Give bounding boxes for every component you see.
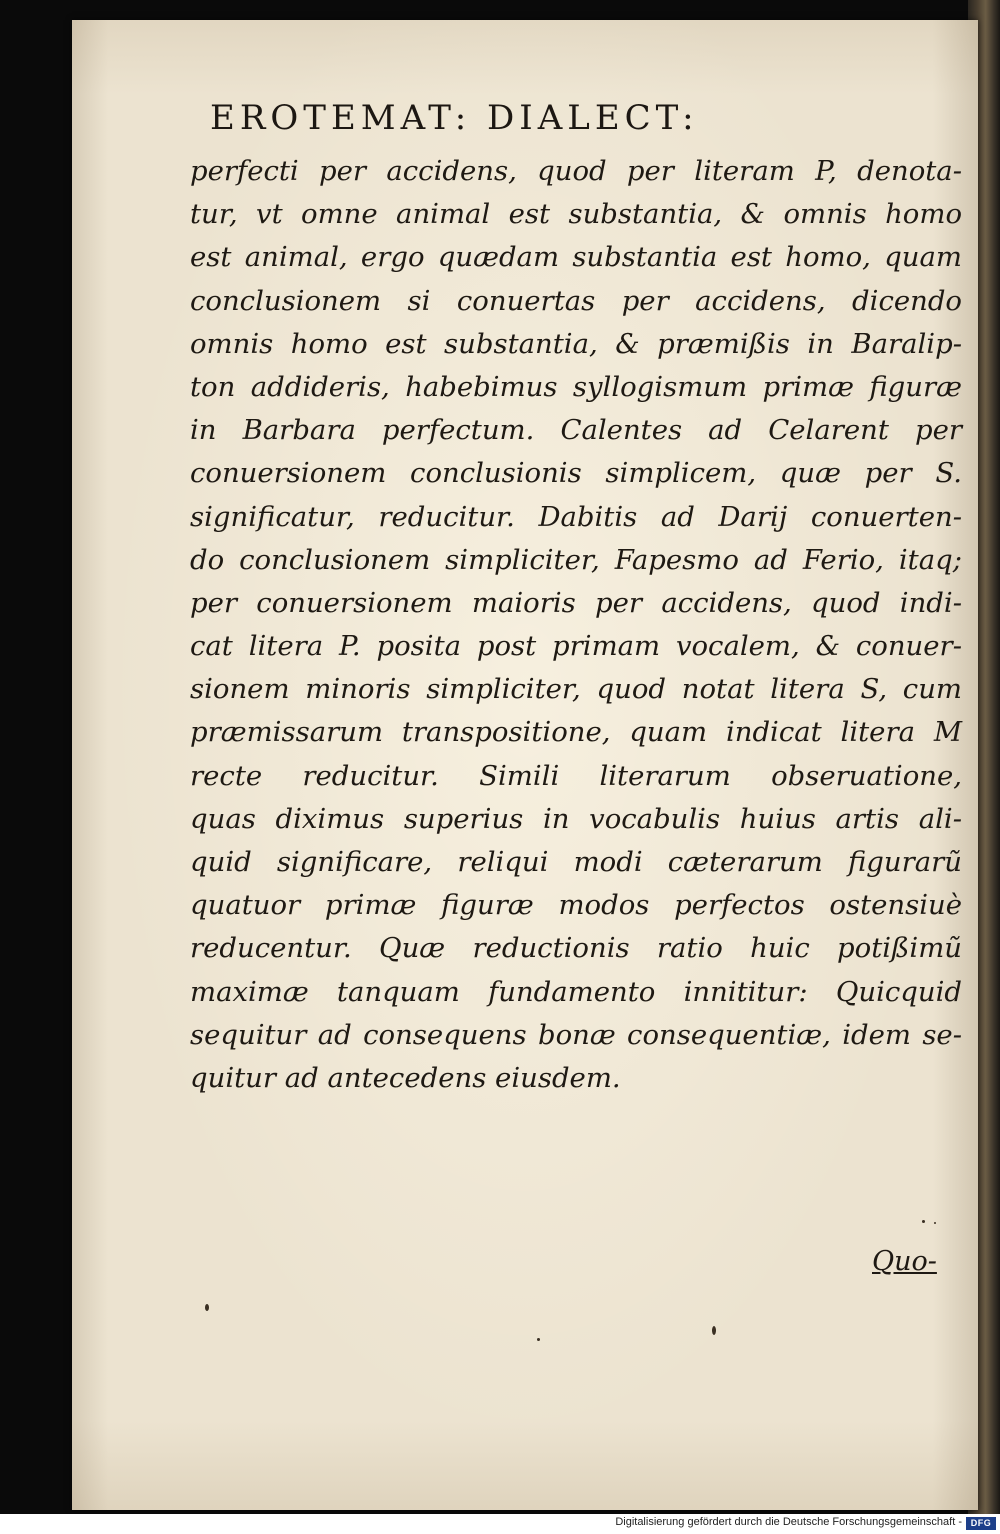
running-head: EROTEMAT: DIALECT: xyxy=(210,98,699,138)
text-line: est animal, ergo quædam substantia est homo, quam xyxy=(190,241,962,274)
text-line: omnis homo est substantia, & præmißis in Baralip- xyxy=(190,327,962,360)
text-line: do conclusionem simpliciter, Fapesmo ad Ferio, itaq; xyxy=(190,543,962,576)
text-line: quitur ad antecedens eiusdem. xyxy=(190,1061,621,1094)
text-line: maximæ tanquam fundamento innititur: Quicquid xyxy=(190,975,962,1008)
text-line: quatuor primæ figuræ modos perfectos ostensiuè xyxy=(190,889,962,922)
ink-speck xyxy=(205,1304,209,1311)
text-line: ton addideris, habebimus syllogismum primæ figuræ xyxy=(190,370,962,403)
dfg-logo-icon[interactable]: DFG xyxy=(966,1517,996,1530)
text-line: sionem minoris simpliciter, quod notat litera S, cum xyxy=(190,673,962,706)
text-line: præmissarum transpositione, quam indicat litera M xyxy=(190,716,962,749)
text-line: conclusionem si conuertas per accidens, dicendo xyxy=(190,284,962,317)
text-line: in Barbara perfectum. Calentes ad Celarent per xyxy=(190,414,962,447)
ink-speck xyxy=(712,1326,716,1335)
text-line: recte reducitur. Simili literarum obseruatione, xyxy=(190,759,962,792)
body-text xyxy=(190,150,962,1100)
text-line: quas diximus superius in vocabulis huius artis ali- xyxy=(190,802,962,835)
text-line: sequitur ad consequens bonæ consequentiæ, idem se- xyxy=(190,1018,962,1051)
text-line: quid significare, reliqui modi cæterarum figurarũ xyxy=(190,846,962,878)
text-line: per conuersionem maioris per accidens, quod indi- xyxy=(190,586,962,619)
ink-speck xyxy=(934,1222,936,1224)
ink-speck xyxy=(537,1338,540,1341)
text-line: reducentur. Quæ reductionis ratio huic potißimũ xyxy=(190,932,962,965)
text-line: cat litera P. posita post primam vocalem, & conuer- xyxy=(190,630,962,663)
text-line: conuersionem conclusionis simplicem, quæ per S. xyxy=(190,457,962,490)
text-line: significatur, reducitur. Dabitis ad Darij conuerten- xyxy=(190,500,962,533)
text-line: tur, vt omne animal est substantia, & omnis homo xyxy=(190,198,962,231)
ink-speck xyxy=(922,1220,925,1223)
catchword: Quo- xyxy=(872,1246,937,1277)
text-line: perfecti per accidens, quod per literam P, denota- xyxy=(190,155,962,187)
funding-credit: Digitalisierung gefördert durch die Deutsche Forschungsgemeinschaft - xyxy=(615,1516,962,1528)
footer-bar xyxy=(0,1514,1000,1534)
